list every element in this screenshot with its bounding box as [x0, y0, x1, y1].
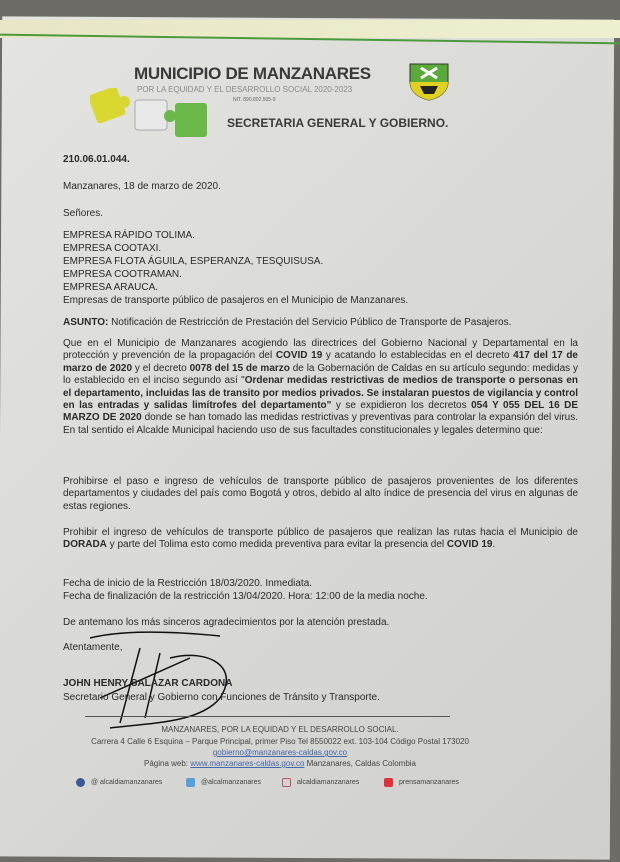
nit-number: NIT. 890.802.505-9 [233, 97, 276, 103]
municipality-title: MUNICIPIO DE MANZANARES [134, 64, 371, 83]
paragraph-decrees [63, 338, 578, 437]
bold-text-segment: 417 del 17 de marzo de 2020 [63, 350, 578, 374]
social-youtube[interactable] [384, 778, 459, 787]
text-segment: . [492, 539, 496, 551]
text-segment: Prohibir el ingreso de vehículos de transporte público de pasajeros que realizan las rutas hacia el Municipio de [63, 527, 578, 538]
reference-number: 210.06.01.044. [63, 154, 130, 165]
start-date: Fecha de inicio de la Restricción 18/03/2020. Inmediata. [63, 578, 313, 589]
closing-text: De antemano los más sinceros agradecimientos por la atención prestada. [63, 617, 390, 628]
recipient: EMPRESA FLOTA ÁGUILA, ESPERANZA, TESQUISUSA. [63, 256, 324, 267]
text-segment: Que en el Municipio de Manzanares acogiendo las directrices del Gobierno Nacional y Departamental en la protección y prevención de la propagación del [63, 338, 578, 362]
youtube-icon [384, 778, 393, 787]
text-segment: donde se han tomado las medidas restrictivas y preventivas para controlar la expansión del virus. En tal sentido el Alcalde Municipal haciendo uso de sus facultades constitucionales y legales determino que: [63, 412, 578, 436]
footer-location: Manzanares, Caldas Colombia [304, 759, 416, 768]
bold-text-segment: DORADA [63, 539, 107, 551]
bold-text-segment: 0078 del 15 de marzo [189, 362, 290, 374]
signer-title: Secretario General y Gobierno con Funciones de Tránsito y Transporte. [63, 692, 380, 703]
recipient: Empresas de transporte público de pasajeros en el Municipio de Manzanares. [63, 295, 409, 306]
social-instagram[interactable] [282, 778, 359, 787]
coat-of-arms-icon [408, 62, 450, 102]
text-segment: de la Gobernación de Caldas en su artículo segundo: medidas y lo establecido en el inciso segundo así " [63, 362, 578, 387]
salutation: Señores. [63, 208, 104, 219]
footer-web-link[interactable]: www.manzanares-caldas.gov.co [190, 759, 305, 768]
twitter-icon [186, 778, 195, 787]
paragraph-prohibition-2 [63, 527, 578, 552]
subject-text: Notificación de Restricción de Prestación del Servicio Público de Transporte de Pasajeros. [108, 317, 512, 328]
recipient: EMPRESA ARAUCA. [63, 282, 159, 293]
subject-line [63, 316, 511, 329]
text-segment: y acatando lo establecidas en el decreto [322, 350, 514, 362]
instagram-icon [282, 778, 291, 787]
signer-name: JOHN HENRY SALAZAR CARDONA [63, 678, 233, 689]
recipient: EMPRESA RÁPIDO TOLIMA. [63, 230, 195, 241]
bold-text-segment: 054 Y 055 DEL 16 DE MARZO DE 2020 [63, 400, 579, 424]
paragraph-prohibition-1: Prohibirse el paso e ingreso de vehículos de transporte público de pasajeros provenientes de los diferentes departamentos y ciudades del país como Bogotá y otros, debido al alto índice de presencia del virus en algunas de estas regiones. [63, 476, 578, 512]
web-label: Página web: [144, 759, 191, 768]
text-segment: y parte del Tolima esto como medida preventiva para evitar la presencia del [106, 539, 447, 551]
social-label: prensamanzanares [399, 779, 459, 786]
social-label: @alcalmanzanares [201, 779, 262, 786]
municipality-slogan: POR LA EQUIDAD Y EL DESARROLLO SOCIAL 2020-2023 [137, 85, 353, 94]
footer-motto: MANZANARES, POR LA EQUIDAD Y EL DESARROLLO SOCIAL. [161, 725, 399, 734]
social-facebook[interactable] [76, 778, 162, 787]
recipient: EMPRESA COOTAXI. [63, 243, 162, 254]
facebook-icon [76, 778, 85, 787]
social-label: alcaldiamanzanares [297, 779, 360, 786]
text-segment: y el decreto [132, 362, 190, 374]
bold-text-segment: COVID 19 [275, 350, 323, 362]
farewell: Atentamente, [63, 642, 123, 653]
text-segment: y se expidieron los decretos [331, 400, 472, 412]
letter-date: Manzanares, 18 de marzo de 2020. [63, 181, 221, 192]
footer-email-line [60, 748, 500, 757]
footer-email-link[interactable]: gobierno@manzanares-caldas.gov.co [212, 748, 348, 757]
social-twitter[interactable] [186, 778, 261, 787]
recipients-list [63, 229, 408, 307]
bold-text-segment: Ordenar medidas restrictivas de medios de transporte o personas en el departamento, incluidas las de transito por medios privados. Se instalaran puestos de vigilancia y control en las entradas y salidas limítrofes del departamento" [63, 375, 578, 412]
bold-text-segment: COVID 19 [446, 539, 493, 551]
footer-web-line [60, 759, 500, 768]
puzzle-logo [90, 88, 220, 143]
subject-label: ASUNTO: [63, 317, 109, 328]
footer-address: Carrera 4 Calle 6 Esquina – Parque Principal, primer Piso Tel 8550022 ext. 103-104 Código Postal 173020 [91, 737, 469, 746]
department-name: SECRETARIA GENERAL Y GOBIERNO. [227, 116, 449, 130]
footer-divider [85, 716, 450, 717]
social-label: @ alcaldiamanzanares [91, 779, 163, 786]
recipient: EMPRESA COOTRAMAN. [63, 269, 182, 280]
end-date: Fecha de finalización de la restricción 13/04/2020. Hora: 12:00 de la media noche. [63, 591, 428, 602]
